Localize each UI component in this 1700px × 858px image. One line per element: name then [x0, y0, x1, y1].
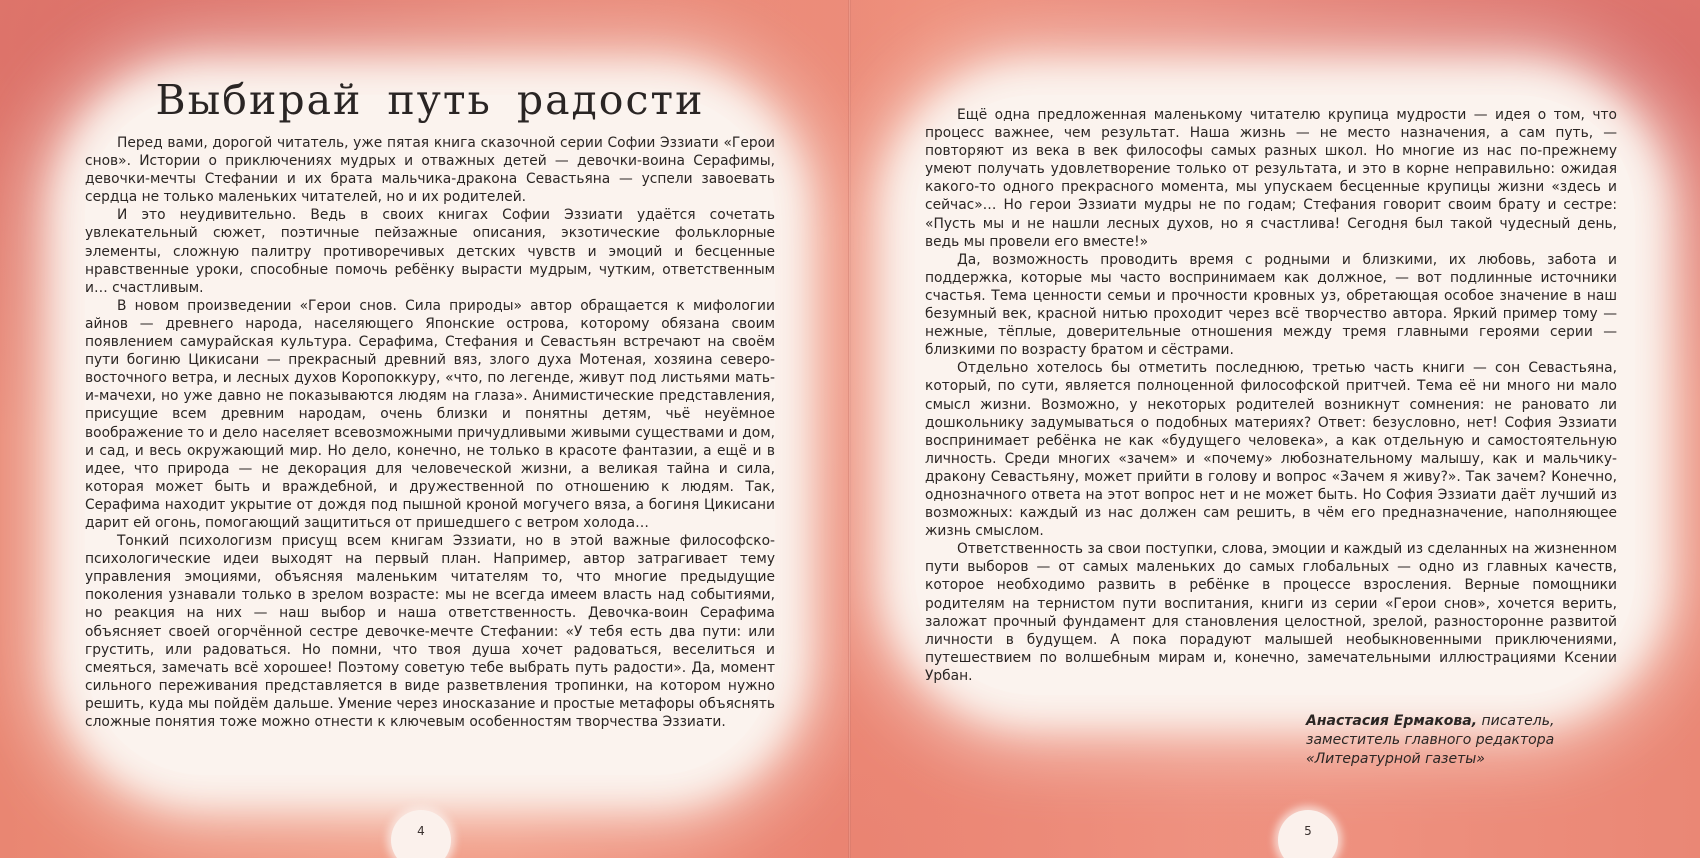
author-position: заместитель главного редактора — [1306, 732, 1555, 748]
article-text — [85, 134, 775, 731]
page-title: Выбирай путь радости — [155, 76, 705, 124]
paragraph: Отдельно хотелось бы отметить последнюю, третью часть книги — сон Севастьяна, который, по сути, является полноценной философской притчей. Тема её ни много ни мало смысл жизни. Возможно, у некоторых родителей возникнут сомнения: не рановато ли дошкольнику задумываться о подобных материях? Ответ: безусловно, нет! София Эззиати воспринимает ребёнка не как «будущего человека», а как отдельную и самостоятельную личность. Среди многих «зачем» и «почему» любознательному малышу, как и мальчику-дракону Севастьяну, может прийти в голову и вопрос «Зачем я живу?». Так зачем? Конечно, однозначного ответа на этот вопрос нет и не может быть. Но София Эззиати даёт лучший из возможных: каждый из нас должен сам решить, в чём его предназначение, наполняющее жизнь смыслом. — [925, 360, 1617, 540]
page-number: 4 — [391, 810, 451, 858]
article-text — [925, 106, 1617, 685]
paragraph: Перед вами, дорогой читатель, уже пятая книга сказочной серии Софии Эззиати «Герои снов». Истории о приключениях мудрых и отважных детей — девочки-воина Серафимы, девочки-мечты Стефании и их брата мальчика-дракона Севастьяна — успели завоевать сердца не только маленьких читателей, но и их родителей. — [85, 135, 775, 206]
author-publication: «Литературной газеты» — [1306, 751, 1485, 767]
paragraph: Ещё одна предложенная маленькому читателю крупица мудрости — идея о том, что процесс важнее, чем результат. Наша жизнь — не место назначения, а сам путь, — повторяют из века в век философы самых разных школ. Но многие из нас по-прежнему умеют получать удовлетворение только от результата, и это в корне неправильно: ожидая какого-то одного прекрасного момента, мы упускаем бесценные крупицы жизни «здесь и сейчас»… Но герои Эззиати мудры не по годам; Стефания говорит своим брату и сестре: «Пусть мы и не нашли лесных духов, но я счастлива! Сегодня был такой чудесный день, ведь мы провели его вместе!» — [925, 107, 1617, 250]
page-number: 5 — [1278, 810, 1338, 858]
paragraph: И это неудивительно. Ведь в своих книгах Софии Эззиати удаётся сочетать увлекательный сюжет, поэтичные пейзажные описания, экзотические фольклорные элементы, сложную палитру противоречивых детских чувств и эмоций и бесценные нравственные уроки, способные помочь ребёнку вырасти мудрым, чутким, ответственным и… счастливым. — [85, 207, 775, 296]
author-name: Анастасия Ермакова, — [1306, 713, 1478, 729]
paragraph: Да, возможность проводить время с родными и близкими, их любовь, забота и поддержка, которые мы часто воспринимаем как должное, — вот подлинные источники счастья. Тема ценности семьи и прочности кровных уз, обретающая особое значение в наш безумный век, красной нитью проходит через всё творчество автора. Яркий пример тому — нежные, тёплые, доверительные отношения между тремя главными героями серии — близкими по возрасту братом и сёстрами. — [925, 251, 1617, 359]
paragraph: Ответственность за свои поступки, слова, эмоции и каждый из сделанных на жизненном пути выборов — от самых маленьких до самых глобальных — одно из главных качеств, которое необходимо развить в ребёнке в процессе взросления. Верные помощники родителям на тернистом пути воспитания, книги из серии «Герои снов», хочется верить, заложат прочный фундамент для становления целостной, зрелой, разносторонне развитой личности в будущем. А пока порадуют малышей необыкновенными приключениями, путешествием по волшебным мирам и, конечно, замечательными иллюстрациями Ксении Урбан. — [925, 541, 1617, 684]
paragraph: В новом произведении «Герои снов. Сила природы» автор обращается к мифологии айнов — древнего народа, населяющего Японские острова, которому обязана своим появлением самурайская культура. Серафима, Стефания и Севастьян встречают на своём пути богиню Цикисани — прекрасный древний вяз, злого духа Мотеная, хозяина северо-восточного ветра, и лесных духов Коропоккуру, «что, по легенде, живут под листьями мать-и-мачехи, но уже давно не показываются людям на глаза». Анимистические представления, присущие всем древним народам, очень близки и понятны детям, чьё неуёмное воображение то и дело населяет всевозможными причудливыми живыми существами и дом, и сад, и весь окружающий мир. Но дело, конечно, не только в красоте фантазии, а ещё и в идее, что природа — не декорация для человеческой жизни, а великая тайна и сила, которая может быть и враждебной, и дружественной по отношению к людям. Так, Серафима находит укрытие от дождя под пышной кроной могучего вяза, а богиня Цикисани дарит ей огонь, помогающий защититься от пришедшего с ветром холода… — [85, 297, 775, 531]
paragraph: Тонкий психологизм присущ всем книгам Эззиати, но в этой важные философско-психологические идеи выходят на первый план. Например, автор затрагивает тему управления эмоциями, объясняя маленьким читателям то, что многие предыдущие поколения узнавали только в зрелом возрасте: мы не всегда имеем власть над событиями, но реакция на них — наш выбор и наша ответственность. Девочка-воин Серафима объясняет своей огорчённой сестре девочке-мечте Стефании: «У тебя есть два пути: или грустить, или радоваться. Но помни, что твоя душа хочет радоваться, веселиться и смеяться, замечать всё хорошее! Поэтому советую тебе выбрать путь радости». Да, момент сильного переживания представляется в виде разветвления тропинки, на котором нужно решить, куда мы пойдём дальше. Умение через иносказание и простые метафоры объяснять сложные понятия тоже можно отнести к ключевым особенностям творчества Эззиати. — [85, 533, 775, 730]
right-page — [850, 0, 1700, 858]
author-role: писатель, — [1477, 713, 1555, 729]
author-signature — [1306, 712, 1606, 769]
